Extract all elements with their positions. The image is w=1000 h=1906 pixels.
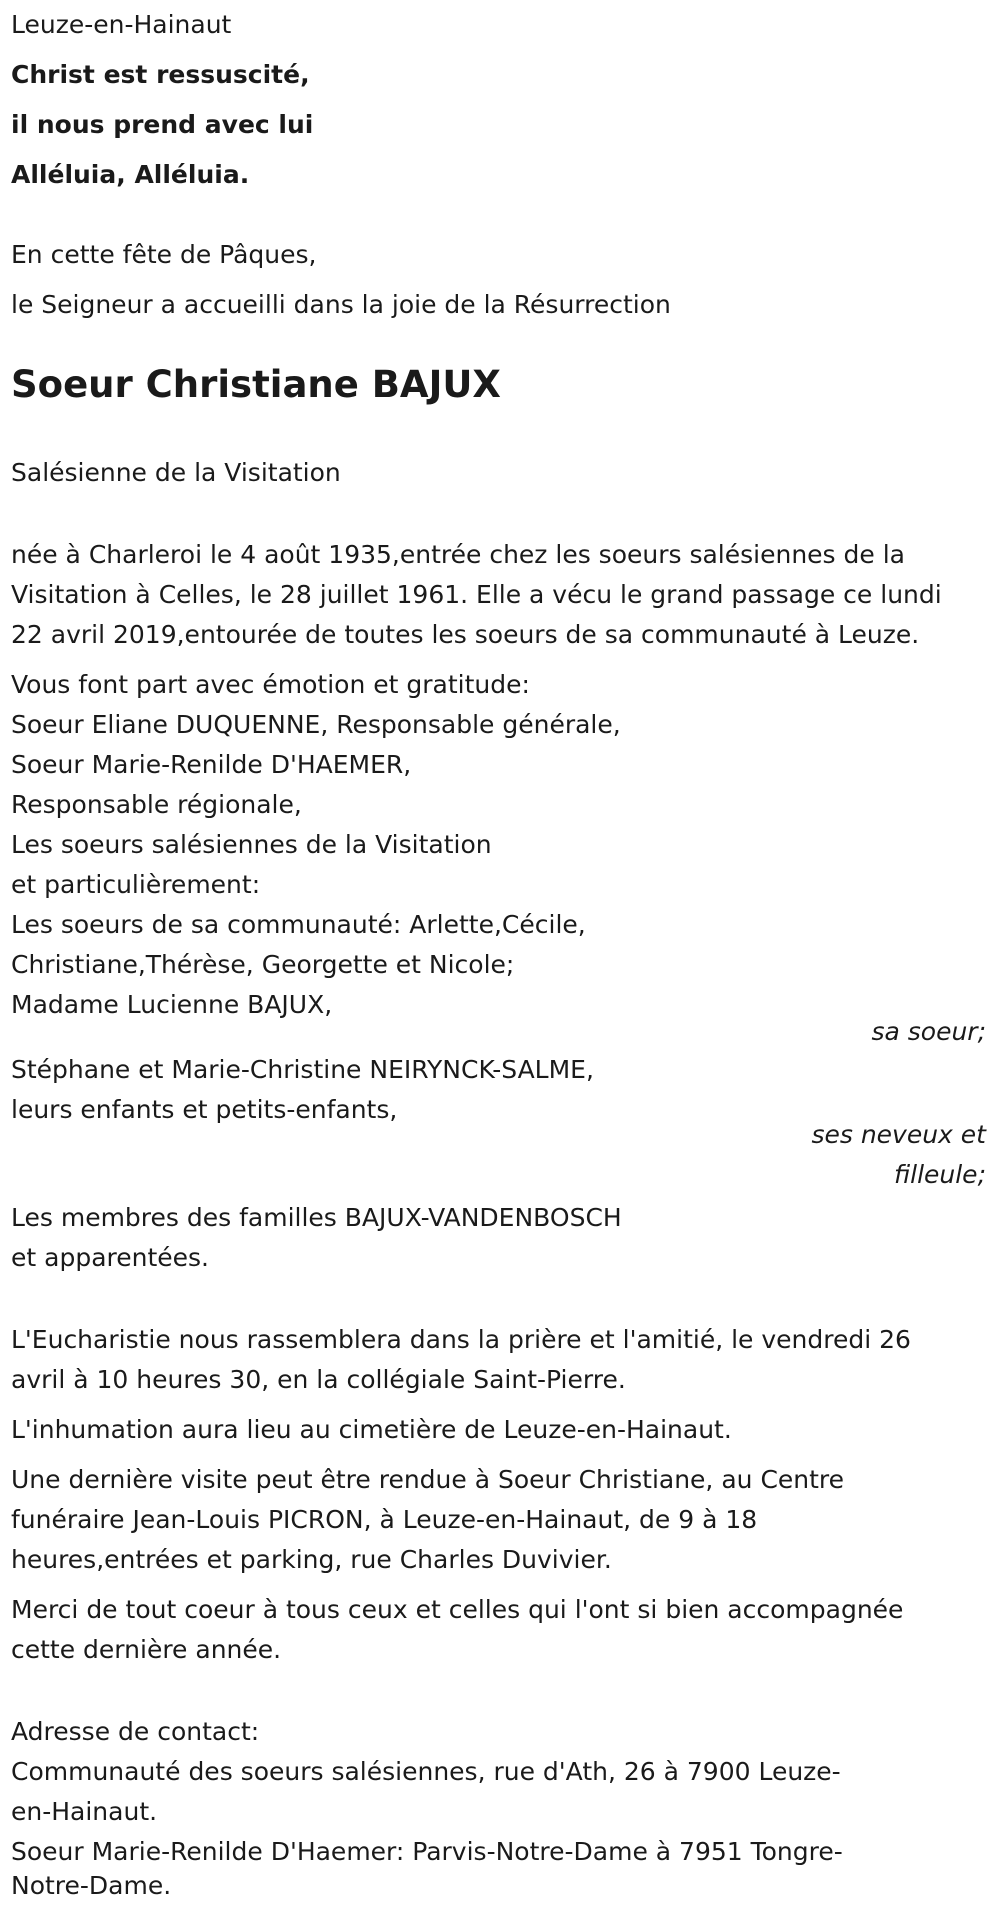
announcers-line: Madame Lucienne BAJUX, bbox=[11, 990, 333, 1019]
nephews-line: Stéphane et Marie-Christine NEIRYNCK-SALME, bbox=[11, 1055, 594, 1084]
contact-line: Notre-Dame. bbox=[11, 1871, 172, 1900]
biography-line: Visitation à Celles, le 28 juillet 1961. Elle a vécu le grand passage ce lundi bbox=[11, 580, 942, 609]
thanks-line: Merci de tout coeur à tous ceux et celles qui l'ont si bien accompagnée bbox=[11, 1595, 904, 1624]
announcers-line: Responsable régionale, bbox=[11, 790, 302, 819]
verse-line: il nous prend avec lui bbox=[11, 110, 314, 139]
nephews-line: leurs enfants et petits-enfants, bbox=[11, 1095, 398, 1124]
biography-line: 22 avril 2019,entourée de toutes les soeurs de sa communauté à Leuze. bbox=[11, 620, 920, 649]
verse-line: Christ est ressuscité, bbox=[11, 60, 310, 89]
contact-label: Adresse de contact: bbox=[11, 1717, 260, 1746]
relation-sister: sa soeur; bbox=[871, 1017, 986, 1046]
announcers-line: Les soeurs salésiennes de la Visitation bbox=[11, 830, 492, 859]
contact-line: en-Hainaut. bbox=[11, 1797, 158, 1826]
ceremony-line: L'Eucharistie nous rassemblera dans la prière et l'amitié, le vendredi 26 bbox=[11, 1325, 911, 1354]
visit-line: funéraire Jean-Louis PICRON, à Leuze-en-Hainaut, de 9 à 18 bbox=[11, 1505, 758, 1534]
burial-line: L'inhumation aura lieu au cimetière de Leuze-en-Hainaut. bbox=[11, 1415, 732, 1444]
families-line: et apparentées. bbox=[11, 1243, 209, 1272]
biography-line: née à Charleroi le 4 août 1935,entrée chez les soeurs salésiennes de la bbox=[11, 540, 905, 569]
contact-line: Soeur Marie-Renilde D'Haemer: Parvis-Notre-Dame à 7951 Tongre- bbox=[11, 1837, 843, 1866]
visit-line: Une dernière visite peut être rendue à Soeur Christiane, au Centre bbox=[11, 1465, 845, 1494]
announcers-line: Les soeurs de sa communauté: Arlette,Cécile, bbox=[11, 910, 586, 939]
announcers-line: Soeur Marie-Renilde D'HAEMER, bbox=[11, 750, 412, 779]
relation-nephews: filleule; bbox=[893, 1160, 986, 1189]
thanks-line: cette dernière année. bbox=[11, 1635, 282, 1664]
visit-line: heures,entrées et parking, rue Charles Duvivier. bbox=[11, 1545, 612, 1574]
relation-nephews: ses neveux et bbox=[811, 1120, 986, 1149]
announcers-line: et particulièrement: bbox=[11, 870, 261, 899]
location: Leuze-en-Hainaut bbox=[11, 10, 232, 39]
families-line: Les membres des familles BAJUX-VANDENBOSCH bbox=[11, 1203, 622, 1232]
deceased-name: Soeur Christiane BAJUX bbox=[11, 363, 501, 406]
announcers-line: Christiane,Thérèse, Georgette et Nicole; bbox=[11, 950, 515, 979]
ceremony-line: avril à 10 heures 30, en la collégiale Saint-Pierre. bbox=[11, 1365, 626, 1394]
congregation: Salésienne de la Visitation bbox=[11, 458, 341, 487]
announcers-line: Vous font part avec émotion et gratitude: bbox=[11, 670, 530, 699]
intro-line: le Seigneur a accueilli dans la joie de la Résurrection bbox=[11, 290, 671, 319]
announcers-line: Soeur Eliane DUQUENNE, Responsable générale, bbox=[11, 710, 621, 739]
intro-line: En cette fête de Pâques, bbox=[11, 240, 317, 269]
verse-line: Alléluia, Alléluia. bbox=[11, 160, 250, 189]
contact-line: Communauté des soeurs salésiennes, rue d'Ath, 26 à 7900 Leuze- bbox=[11, 1757, 841, 1786]
